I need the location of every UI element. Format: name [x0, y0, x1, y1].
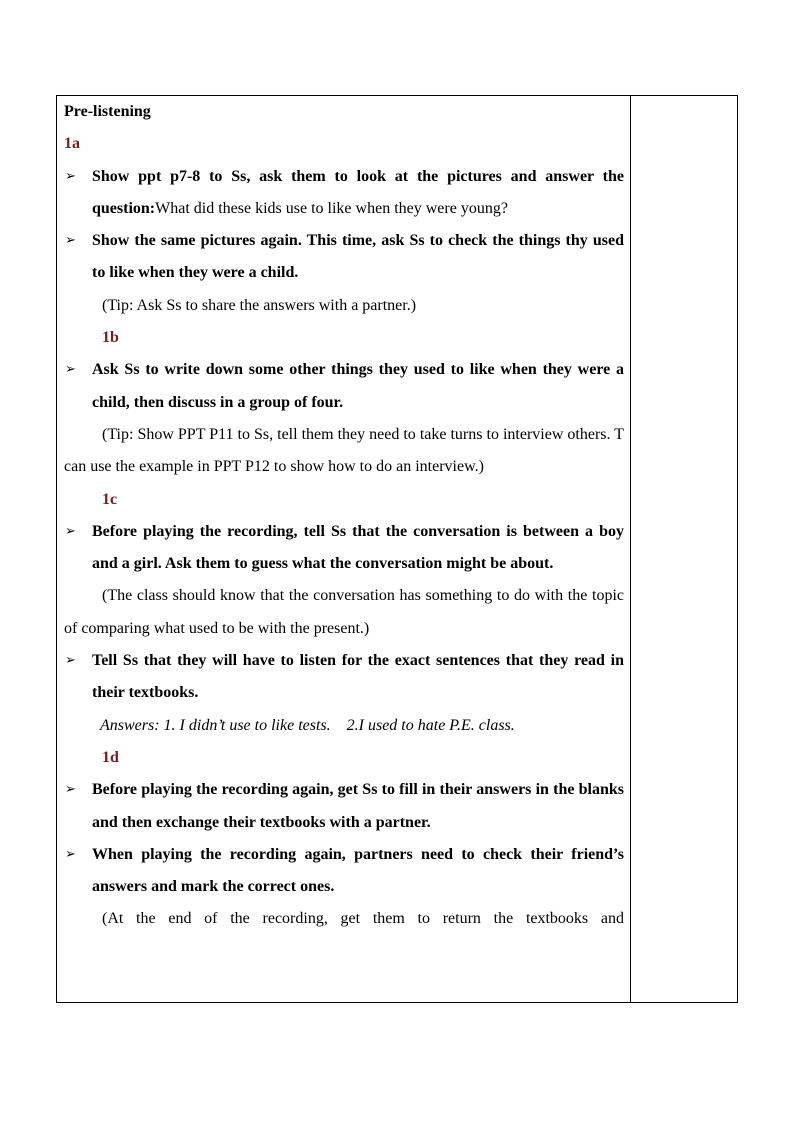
lesson-table [56, 95, 738, 1003]
procedure-cell [57, 96, 630, 1002]
bullet-item [64, 225, 624, 290]
bullet-item [64, 354, 624, 419]
bullet-arrow-icon: ➢ [65, 846, 76, 862]
bullet-item [64, 516, 624, 581]
tip-text: (Tip: Show PPT P11 to Ss, tell them they need to take turns to interview others. T can use the example in PPT P12 to show how to do an interview.) [64, 425, 624, 476]
tip-text: (Tip: Ask Ss to share the answers with a partner.) [102, 296, 417, 314]
label-1c: 1c [102, 490, 118, 508]
bullet-arrow-icon: ➢ [65, 782, 76, 798]
bullet-arrow-icon: ➢ [65, 362, 76, 378]
bullet-text: Show the same pictures again. This time, ask Ss to check the things thy used to like when they were a child. [92, 232, 624, 282]
bullet-text: Ask Ss to write down some other things they used to like when they were a child, then discuss in a group of four. [92, 361, 624, 411]
bullet-text-bold: Show ppt p7-8 to Ss, ask them to look at the pictures and answer the question: [92, 167, 624, 217]
bullet-text: When playing the recording again, partners need to check their friend’s answers and mark the correct ones. [92, 845, 624, 896]
bullet-item [64, 161, 624, 226]
bullet-arrow-icon: ➢ [65, 653, 76, 669]
tip-text: (At the end of the recording, get them to return the textbooks and [102, 910, 624, 928]
bullet-text-plain: What did these kids use to like when they were young? [155, 199, 508, 217]
bullet-text: Tell Ss that they will have to listen for the exact sentences that they read in their textbooks. [92, 652, 624, 702]
bullet-text: Before playing the recording, tell Ss that the conversation is between a boy and a girl. Ask them to guess what the conversation might be about. [92, 522, 624, 573]
bullet-arrow-icon: ➢ [65, 168, 76, 184]
label-1d: 1d [102, 748, 119, 766]
bullet-arrow-icon: ➢ [65, 523, 76, 539]
bullet-item [64, 839, 624, 904]
bullet-text: Before playing the recording again, get Ss to fill in their answers in the blanks and then exchange their textbooks with a partner. [92, 781, 624, 831]
section-title: Pre-listening [64, 103, 151, 120]
tip-text: (The class should know that the conversation has something to do with the topic of comparing what used to be with the present.) [64, 587, 624, 637]
bullet-item [64, 645, 624, 710]
bullet-arrow-icon: ➢ [65, 233, 76, 249]
bullet-item [64, 774, 624, 839]
answers-text: Answers: 1. I didn’t use to like tests. 2.I used to hate P.E. class. [100, 716, 515, 734]
label-1b: 1b [102, 329, 119, 347]
column-divider [630, 96, 631, 1002]
label-1a: 1a [64, 135, 80, 153]
